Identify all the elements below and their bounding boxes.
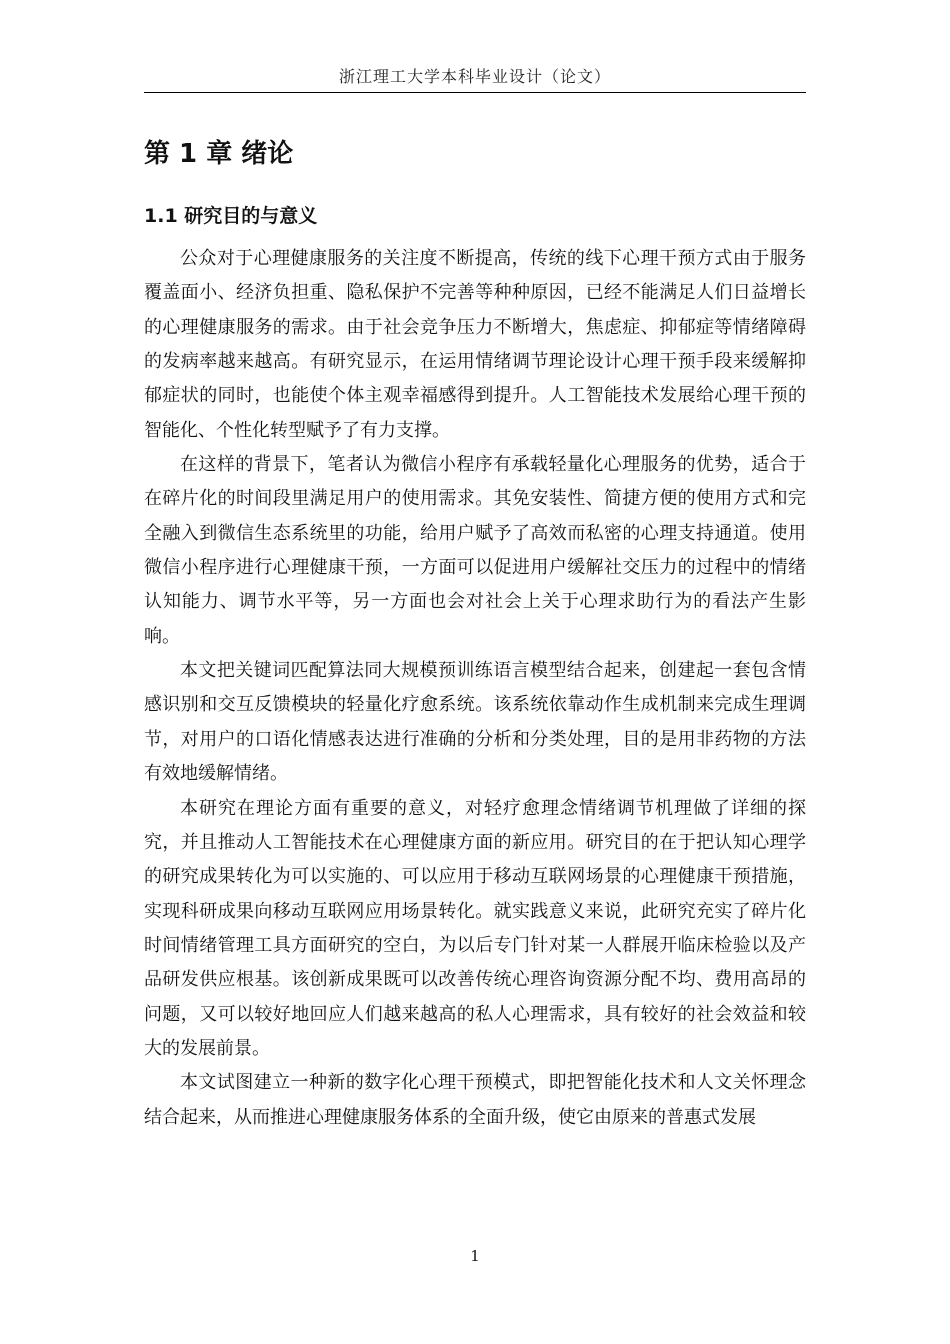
page-number: 1 [470, 1247, 480, 1265]
chapter-title: 第 1 章 绪论 [144, 139, 294, 169]
paragraph: 本文把关键词匹配算法同大规模预训练语言模型结合起来，创建起一套包含情感识别和交互反馈模块的轻量化疗愈系统。该系统依靠动作生成机制来完成生理调节，对用户的口语化情感表达进行准确的分析和分类处理，目的是用非药物的方法有效地缓解情绪。 [144, 660, 806, 785]
paragraph: 本研究在理论方面有重要的意义，对轻疗愈理念情绪调节机理做了详细的探究，并且推动人工智能技术在心理健康方面的新应用。研究目的在于把认知心理学的研究成果转化为可以实施的、可以应用于移动互联网场景的心理健康干预措施，实现科研成果向移动互联网应用场景转化。就实践意义来说，此研究充实了碎片化时间情绪管理工具方面研究的空白，为以后专门针对某一人群展开临床检验以及产品研发供应根基。该创新成果既可以改善传统心理咨询资源分配不均、费用高昂的问题，又可以较好地回应人们越来越高的私人心理需求，具有较好的社会效益和较大的发展前景。 [144, 797, 806, 1059]
paragraph: 公众对于心理健康服务的关注度不断提高，传统的线下心理干预方式由于服务覆盖面小、经济负担重、隐私保护不完善等种种原因，已经不能满足人们日益增长的心理健康服务的需求。由于社会竞争压力不断增大，焦虑症、抑郁症等情绪障碍的发病率越来越高。有研究显示，在运用情绪调节理论设计心理干预手段来缓解抑郁症状的同时，也能使个体主观幸福感得到提升。人工智能技术发展给心理干预的智能化、个性化转型赋予了有力支撑。 [144, 248, 806, 441]
running-header: 浙江理工大学本科毕业设计（论文） [144, 64, 806, 93]
paragraph: 在这样的背景下，笔者认为微信小程序有承载轻量化心理服务的优势，适合于在碎片化的时间段里满足用户的使用需求。其免安装性、简捷方便的使用方式和完全融入到微信生态系统里的功能，给用户赋予了高效而私密的心理支持通道。使用微信小程序进行心理健康干预，一方面可以促进用户缓解社交压力的过程中的情绪认知能力、调节水平等，另一方面也会对社会上关于心理求助行为的看法产生影响。 [144, 454, 806, 647]
paragraph: 本文试图建立一种新的数字化心理干预模式，即把智能化技术和人文关怀理念结合起来，从而推进心理健康服务体系的全面升级，使它由原来的普惠式发展 [144, 1072, 806, 1128]
body-text [144, 242, 806, 1135]
section-title: 1.1 研究目的与意义 [144, 205, 318, 227]
